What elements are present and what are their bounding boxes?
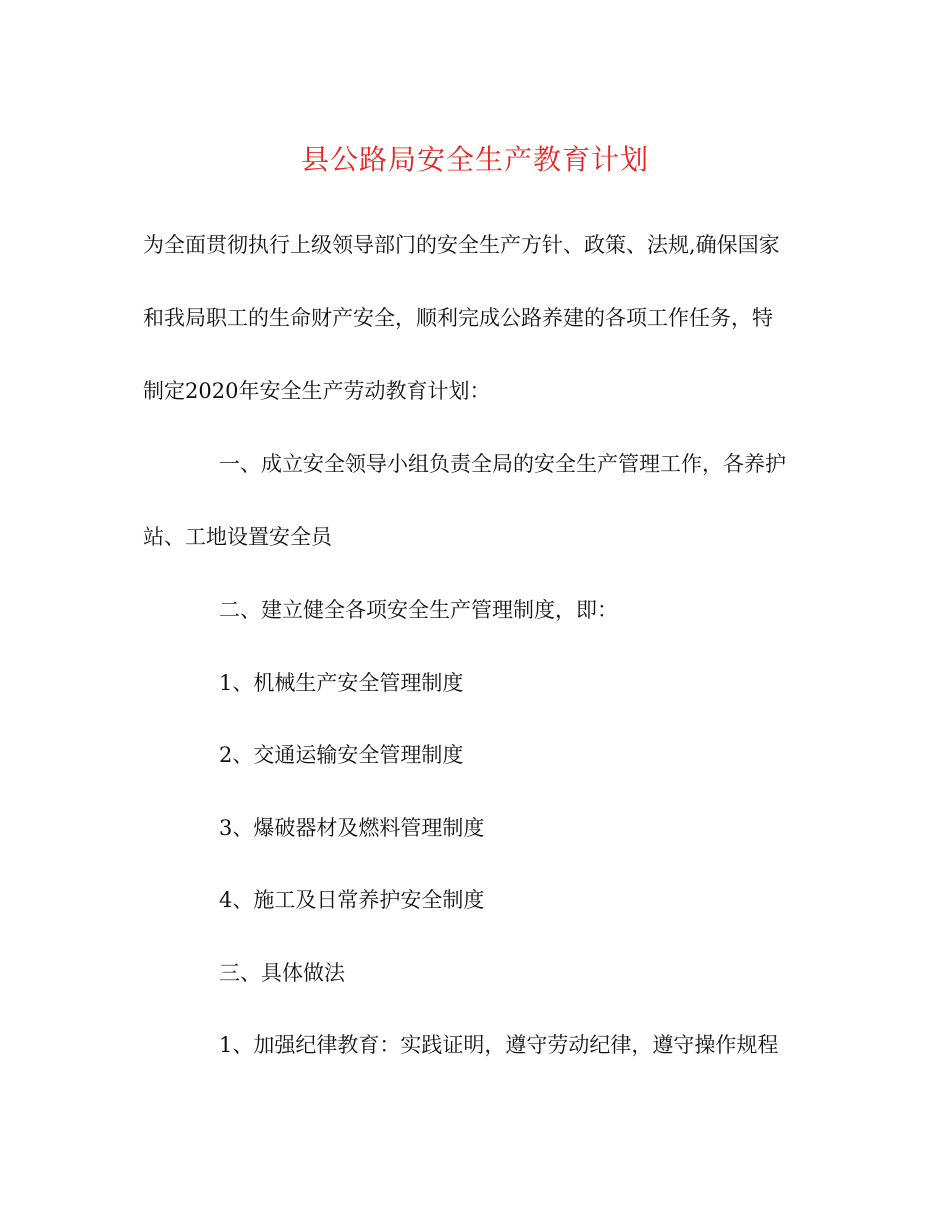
- section-one-line-1: 一、成立安全领导小组负责全局的安全生产管理工作，各养护: [219, 452, 786, 476]
- section-three-heading: 三、具体做法: [219, 961, 345, 985]
- document-title: 县公路局安全生产教育计划: [300, 143, 649, 176]
- section-three-item-1: 1、加强纪律教育：实践证明，遵守劳动纪律，遵守操作规程: [219, 1033, 779, 1057]
- list-item-3: 3、爆破器材及燃料管理制度: [219, 816, 485, 840]
- paragraph-line-3: 制定2020年安全生产劳动教育计划：: [143, 379, 491, 403]
- section-two-heading: 二、建立健全各项安全生产管理制度，即：: [219, 598, 618, 622]
- list-item-2: 2、交通运输安全管理制度: [219, 743, 464, 767]
- paragraph-line-1: 为全面贯彻执行上级领导部门的安全生产方针、政策、法规,确保国家: [143, 233, 780, 257]
- list-item-4: 4、施工及日常养护安全制度: [219, 888, 485, 912]
- list-item-1: 1、机械生产安全管理制度: [219, 671, 464, 695]
- section-one-line-2: 站、工地设置安全员: [143, 525, 332, 549]
- paragraph-line-2: 和我局职工的生命财产安全，顺利完成公路养建的各项工作任务，特: [143, 306, 773, 330]
